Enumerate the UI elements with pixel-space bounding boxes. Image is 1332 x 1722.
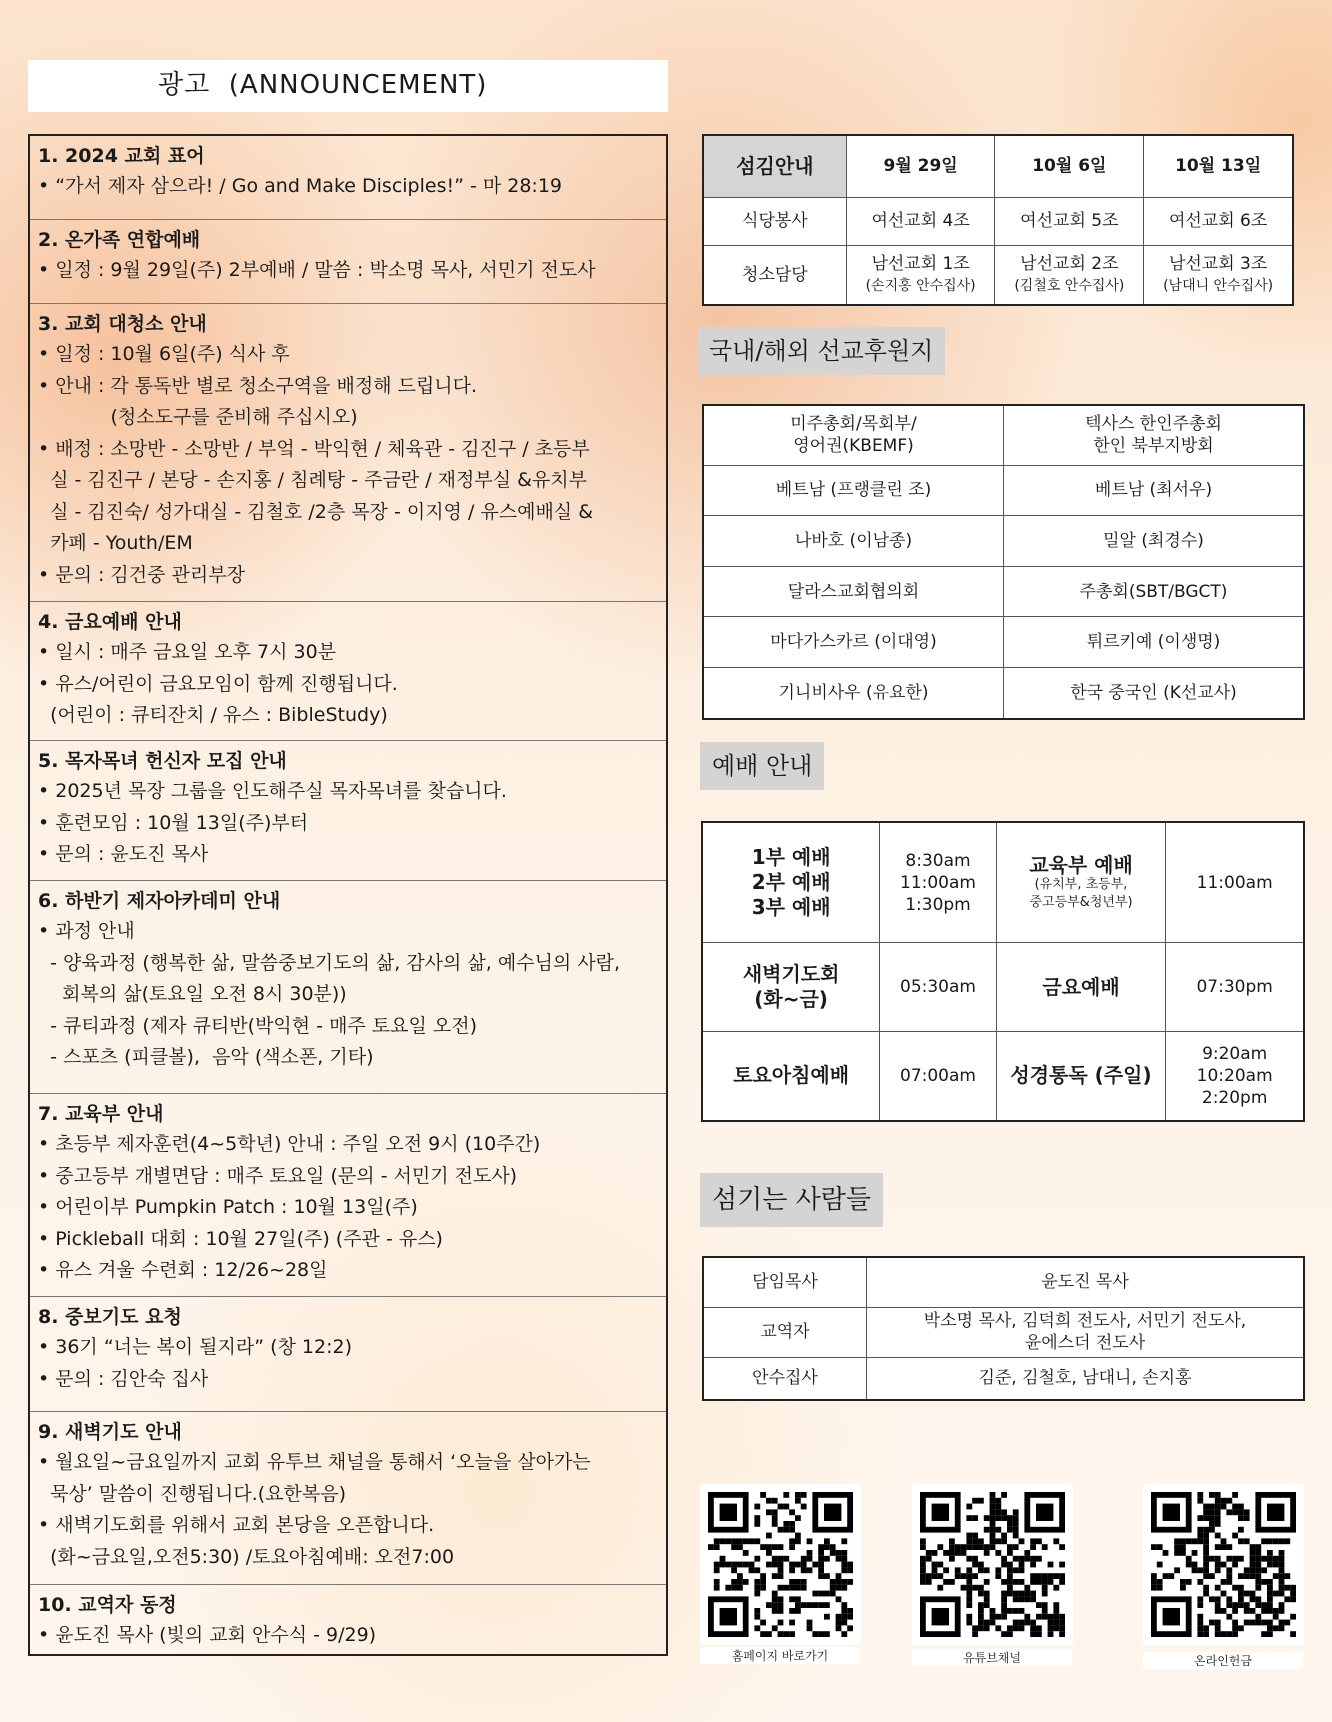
announcement-section bbox=[30, 602, 666, 741]
announcement-section bbox=[30, 220, 666, 304]
announcement-title: 5. 목자목녀 헌신자 모집 안내 bbox=[38, 750, 287, 772]
qr-caption: 온라인헌금 bbox=[1143, 1652, 1303, 1669]
missions-heading: 국내/해외 선교후원지 bbox=[697, 327, 945, 375]
mission-cell: 미주총회/목회부/ 영어권(KBEMF) bbox=[703, 405, 1004, 465]
announcement-section bbox=[30, 304, 666, 602]
schedule-cell: 여선교회 6조 bbox=[1144, 197, 1293, 245]
staff-role: 교역자 bbox=[703, 1307, 867, 1357]
service-schedule-table bbox=[702, 134, 1294, 306]
announcement-section bbox=[30, 1585, 666, 1655]
announcement-section bbox=[30, 881, 666, 1094]
staff-names: 윤도진 목사 bbox=[867, 1257, 1305, 1307]
announcement-line: • 2025년 목장 그룹을 인도해주실 목자목녀를 찾습니다. bbox=[38, 780, 507, 802]
announcement-title: 3. 교회 대청소 안내 bbox=[38, 313, 207, 335]
worship-name: 교육부 예배 (유치부, 초등부, 중고등부&청년부) bbox=[996, 822, 1166, 943]
announcement-line: • 어린이부 Pumpkin Patch : 10월 13일(주) bbox=[38, 1196, 418, 1218]
announcement-line: • “가서 제자 삼으라! / Go and Make Disciples!” - 마 28:19 bbox=[38, 175, 563, 197]
announcement-section bbox=[30, 1412, 666, 1585]
announcement-title: 9. 새벽기도 안내 bbox=[38, 1421, 182, 1443]
mission-cell: 기니비사우 (유요한) bbox=[703, 668, 1004, 719]
announcement-section bbox=[30, 1297, 666, 1412]
qr-caption: 유튜브채널 bbox=[912, 1649, 1072, 1666]
worship-time: 07:00am bbox=[880, 1031, 997, 1121]
worship-name: 토요아침예배 bbox=[702, 1031, 880, 1121]
staff-role: 담임목사 bbox=[703, 1257, 867, 1307]
qr-code-icon[interactable] bbox=[1143, 1484, 1304, 1645]
missions-table bbox=[702, 404, 1305, 720]
announcement-line: - 스포츠 (피클볼), 음악 (색소폰, 기타) bbox=[38, 1046, 374, 1068]
schedule-cell: 남선교회 3조 (남대니 안수집사) bbox=[1144, 245, 1293, 305]
announcement-line: • 월요일~금요일까지 교회 유투브 채널을 통해서 ‘오늘을 살아가는 bbox=[38, 1451, 591, 1473]
announcement-list bbox=[28, 134, 668, 1656]
page-title: 광고 (ANNOUNCEMENT) bbox=[28, 60, 668, 112]
announcement-line: • 훈련모임 : 10월 13일(주)부터 bbox=[38, 811, 309, 834]
qr-code-icon[interactable] bbox=[700, 1484, 861, 1645]
schedule-cell: 여선교회 5조 bbox=[995, 197, 1144, 245]
worship-time: 07:30pm bbox=[1166, 943, 1304, 1032]
mission-cell: 나바호 (이남종) bbox=[703, 515, 1004, 566]
announcement-line: • 문의 : 김안숙 집사 bbox=[38, 1367, 209, 1390]
announcement-line: • 유스 겨울 수련회 : 12/26~28일 bbox=[38, 1259, 328, 1281]
worship-time: 9:20am 10:20am 2:20pm bbox=[1166, 1031, 1304, 1121]
schedule-date: 9월 29일 bbox=[846, 135, 995, 197]
announcement-section bbox=[30, 741, 666, 881]
qr-code-icon[interactable] bbox=[912, 1484, 1073, 1645]
staff-heading: 섬기는 사람들 bbox=[700, 1173, 883, 1227]
schedule-row-label: 청소담당 bbox=[703, 245, 846, 305]
announcement-line: • 과정 안내 bbox=[38, 920, 135, 942]
announcement-line: • 문의 : 김건중 관리부장 bbox=[38, 563, 245, 586]
staff-role: 안수집사 bbox=[703, 1357, 867, 1400]
mission-cell: 베트남 (프랭클린 조) bbox=[703, 465, 1004, 515]
announcement-title: 4. 금요예배 안내 bbox=[38, 611, 182, 633]
worship-time: 8:30am 11:00am 1:30pm bbox=[880, 822, 997, 943]
worship-heading: 예배 안내 bbox=[700, 742, 824, 790]
announcement-line: - 양육과정 (행복한 삶, 말씀중보기도의 삶, 감사의 삶, 예수님의 사람, bbox=[38, 951, 621, 974]
schedule-row-label: 식당봉사 bbox=[703, 197, 846, 245]
announcement-title: 2. 온가족 연합예배 bbox=[38, 229, 201, 251]
announcement-line: • 유스/어린이 금요모임이 함께 진행됩니다. bbox=[38, 672, 398, 695]
announcement-line: 회복의 삶(토요일 오전 8시 30분)) bbox=[38, 983, 347, 1005]
qr-caption: 홈페이지 바로가기 bbox=[700, 1647, 860, 1664]
announcement-title: 10. 교역자 동정 bbox=[38, 1594, 177, 1616]
announcement-line: (화~금요일,오전5:30) /토요아침예배: 오전7:00 bbox=[38, 1545, 455, 1568]
staff-table bbox=[702, 1256, 1305, 1401]
staff-names: 김준, 김철호, 남대니, 손지홍 bbox=[867, 1357, 1305, 1400]
announcement-section bbox=[30, 136, 666, 220]
announcement-line: (어린이 : 큐티잔치 / 유스 : BibleStudy) bbox=[38, 704, 388, 726]
staff-names: 박소명 목사, 김덕희 전도사, 서민기 전도사, 윤에스더 전도사 bbox=[867, 1307, 1305, 1357]
mission-cell: 달라스교회협의회 bbox=[703, 567, 1004, 617]
announcement-line: • 윤도진 목사 (빛의 교회 안수식 - 9/29) bbox=[38, 1624, 377, 1646]
announcement-line: • 일시 : 매주 금요일 오후 7시 30분 bbox=[38, 641, 337, 663]
schedule-header: 섬김안내 bbox=[703, 135, 846, 197]
mission-cell: 텍사스 한인주총회 한인 북부지방회 bbox=[1004, 405, 1305, 465]
announcement-line: - 큐티과정 (제자 큐티반(박익현 - 매주 토요일 오전) bbox=[38, 1014, 478, 1037]
mission-cell: 튀르키예 (이생명) bbox=[1004, 617, 1305, 668]
announcement-line: • 새벽기도회를 위해서 교회 본당을 오픈합니다. bbox=[38, 1514, 435, 1536]
announcement-title: 8. 중보기도 요청 bbox=[38, 1306, 182, 1328]
announcement-line: • 36기 “너는 복이 될지라” (창 12:2) bbox=[38, 1336, 352, 1358]
schedule-date: 10월 6일 bbox=[995, 135, 1144, 197]
schedule-cell: 여선교회 4조 bbox=[846, 197, 995, 245]
announcement-title: 1. 2024 교회 표어 bbox=[38, 145, 205, 167]
announcement-line: 묵상’ 말씀이 진행됩니다.(요한복음) bbox=[38, 1482, 347, 1505]
worship-time: 05:30am bbox=[880, 943, 997, 1032]
announcement-line: 실 - 김진숙/ 성가대실 - 김철호 /2층 목장 - 이지영 / 유스예배실 & bbox=[38, 500, 594, 523]
announcement-line: • 일정 : 9월 29일(주) 2부예배 / 말씀 : 박소명 목사, 서민기 전도사 bbox=[38, 259, 596, 281]
mission-cell: 밀알 (최경수) bbox=[1004, 515, 1305, 566]
announcement-title: 7. 교육부 안내 bbox=[38, 1103, 164, 1125]
worship-name: 새벽기도회 (화~금) bbox=[702, 943, 880, 1032]
mission-cell: 주총회(SBT/BGCT) bbox=[1004, 567, 1305, 617]
announcement-line: • 문의 : 윤도진 목사 bbox=[38, 843, 209, 865]
worship-table bbox=[701, 821, 1305, 1122]
schedule-cell: 남선교회 2조 (김철호 안수집사) bbox=[995, 245, 1144, 305]
announcement-line: • 배정 : 소망반 - 소망반 / 부엌 - 박익현 / 체육관 - 김진구 / 초등부 bbox=[38, 437, 590, 460]
mission-cell: 베트남 (최서우) bbox=[1004, 465, 1305, 515]
worship-name: 1부 예배 2부 예배 3부 예배 bbox=[702, 822, 880, 943]
announcement-line: • 안내 : 각 통독반 별로 청소구역을 배정해 드립니다. bbox=[38, 374, 478, 397]
worship-name: 금요예배 bbox=[996, 943, 1166, 1032]
announcement-section bbox=[30, 1094, 666, 1297]
mission-cell: 마다가스카르 (이대영) bbox=[703, 617, 1004, 668]
announcement-line: 카페 - Youth/EM bbox=[38, 532, 193, 554]
announcement-line: (청소도구를 준비해 주십시오) bbox=[38, 406, 358, 428]
schedule-date: 10월 13일 bbox=[1144, 135, 1293, 197]
announcement-title: 6. 하반기 제자아카데미 안내 bbox=[38, 890, 281, 912]
announcement-line: • 초등부 제자훈련(4~5학년) 안내 : 주일 오전 9시 (10주간) bbox=[38, 1133, 541, 1155]
announcement-line: • 일정 : 10월 6일(주) 식사 후 bbox=[38, 343, 290, 365]
announcement-line: 실 - 김진구 / 본당 - 손지홍 / 침례탕 - 주금란 / 재정부실 &유치부 bbox=[38, 469, 587, 491]
mission-cell: 한국 중국인 (K선교사) bbox=[1004, 668, 1305, 719]
announcement-line: • Pickleball 대회 : 10월 27일(주) (주관 - 유스) bbox=[38, 1227, 443, 1250]
announcement-line: • 중고등부 개별면담 : 매주 토요일 (문의 - 서민기 전도사) bbox=[38, 1164, 518, 1187]
worship-time: 11:00am bbox=[1166, 822, 1304, 943]
worship-name: 성경통독 (주일) bbox=[996, 1031, 1166, 1121]
schedule-cell: 남선교회 1조 (손지홍 안수집사) bbox=[846, 245, 995, 305]
